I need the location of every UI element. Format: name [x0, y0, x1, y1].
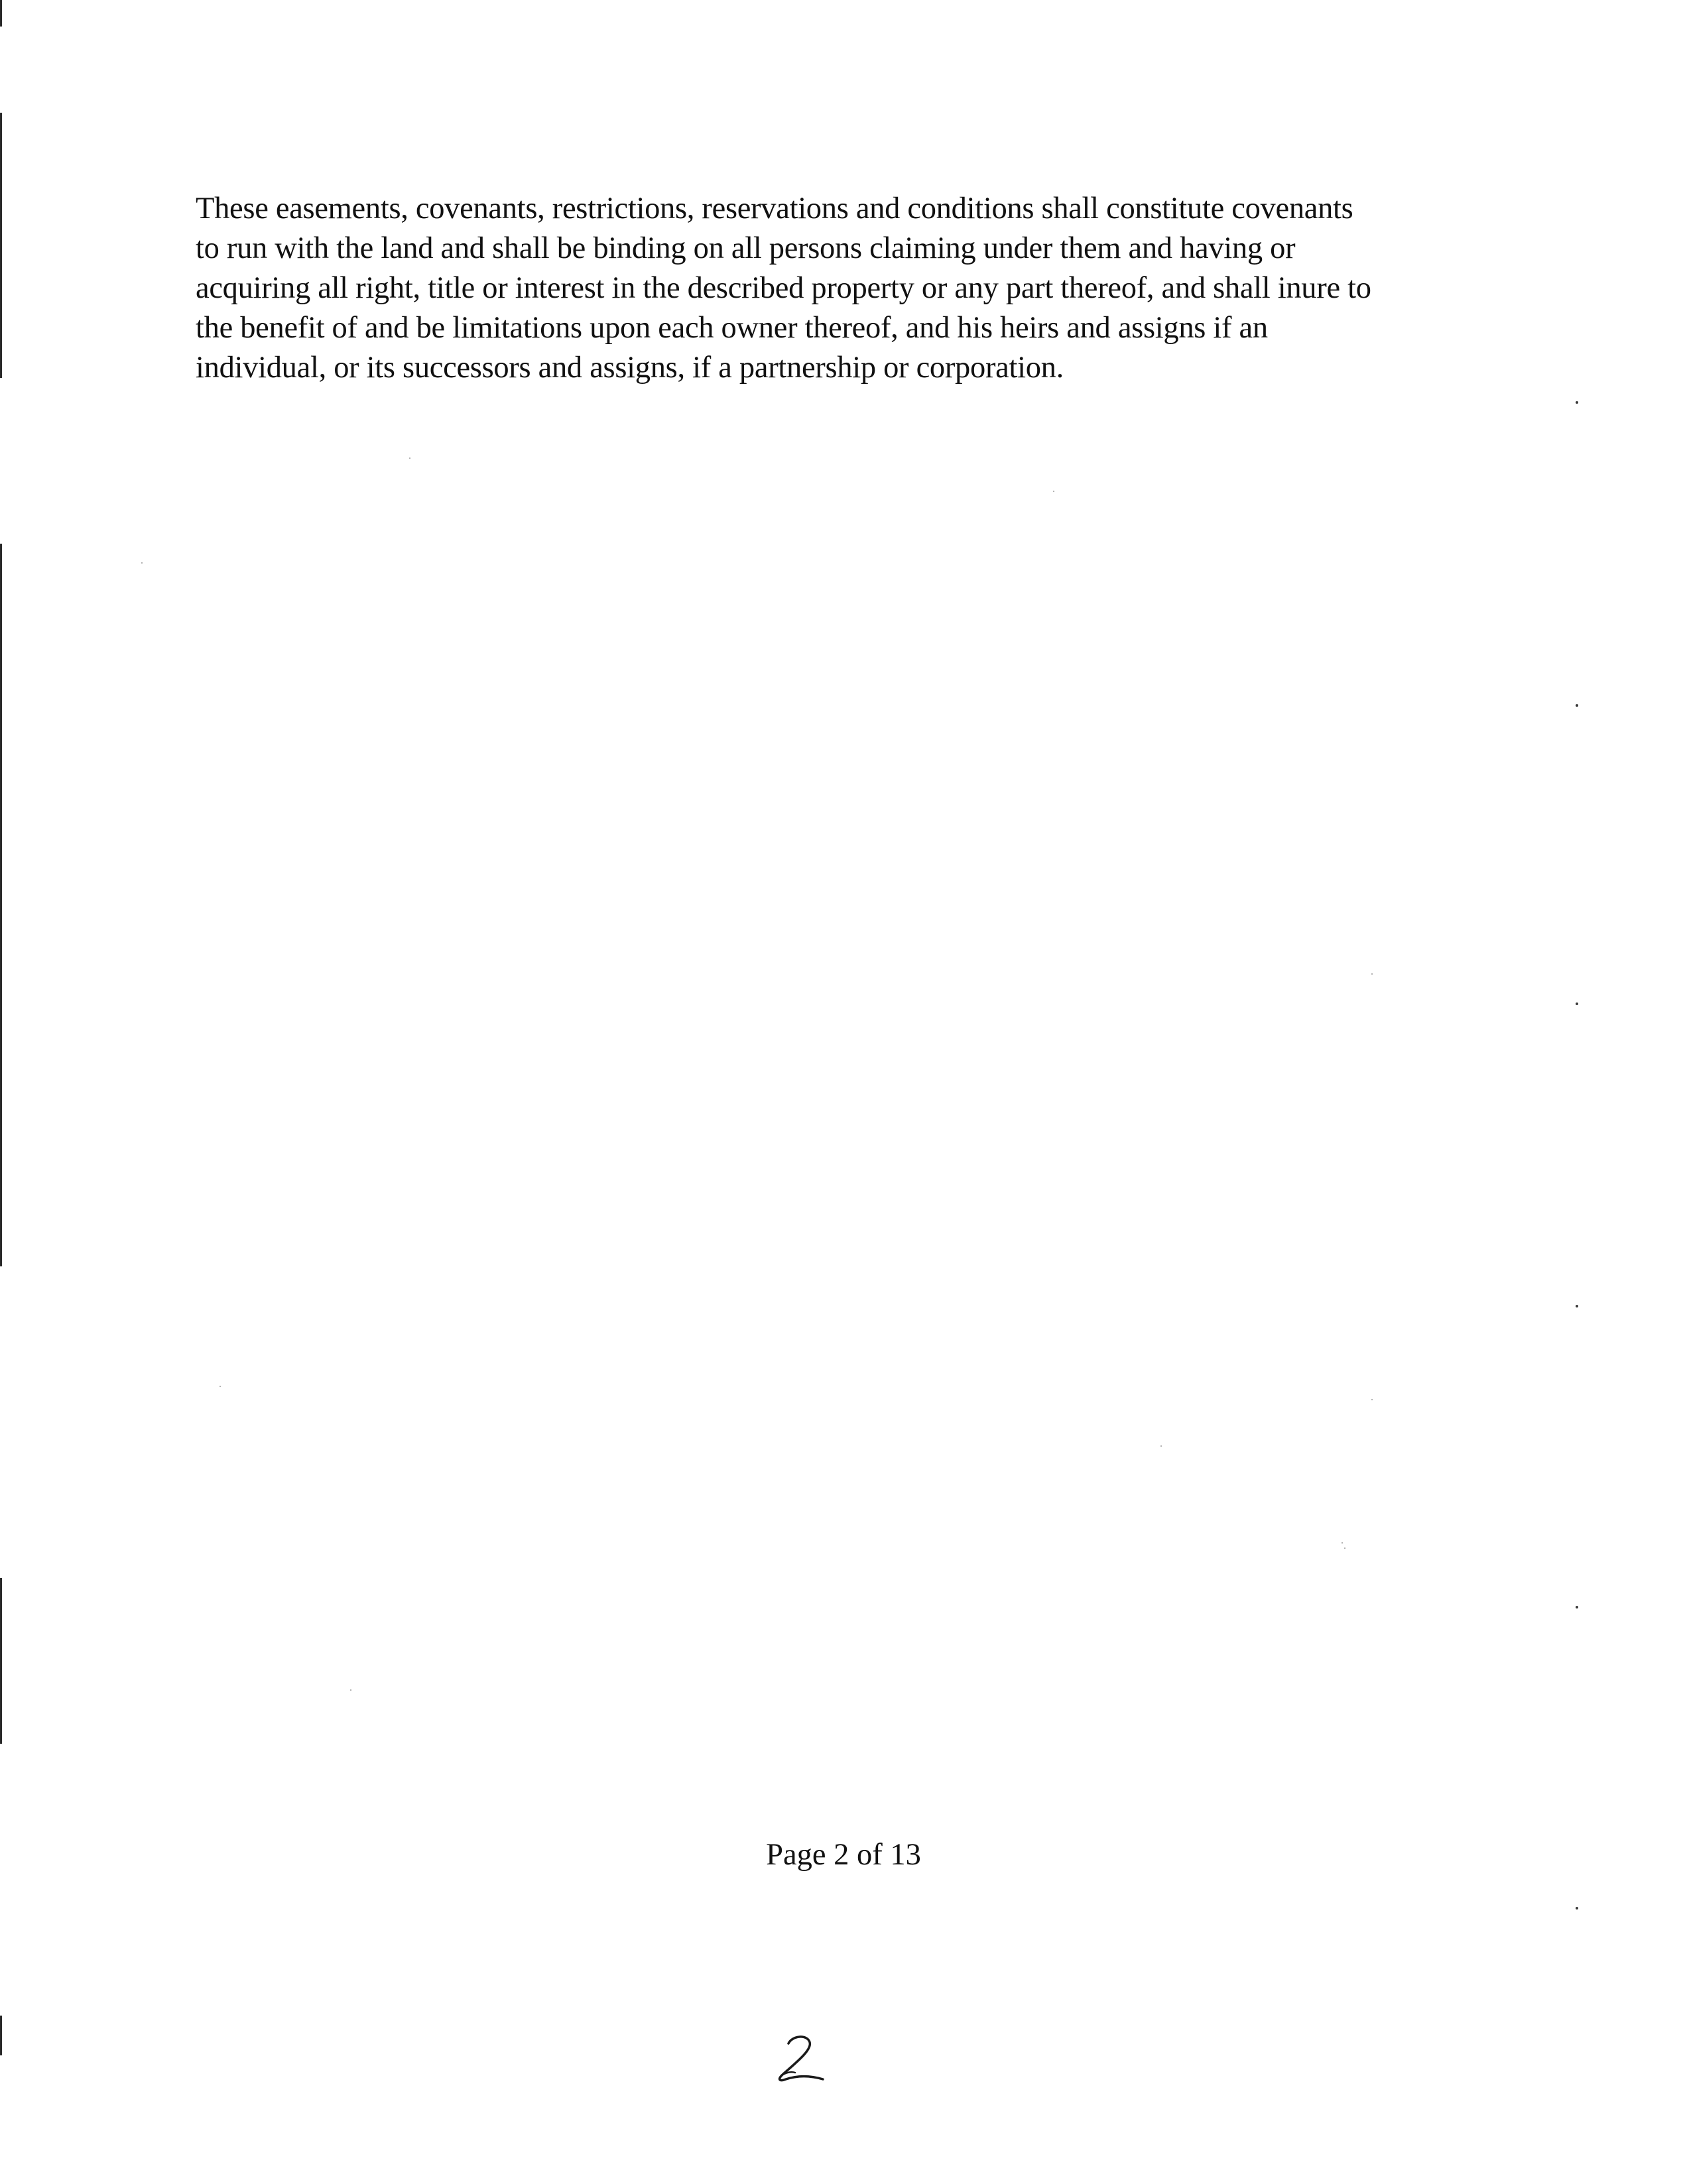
scan-speck — [1576, 704, 1578, 707]
paragraph-line: acquiring all right, title or interest in the described property or any part thereof, and shall inure to — [196, 271, 1371, 305]
scan-speck — [1576, 1002, 1578, 1005]
scan-speck — [141, 562, 143, 564]
scan-speck — [1371, 973, 1373, 975]
covenant-paragraph — [196, 189, 1495, 388]
scan-speck — [409, 457, 410, 459]
scan-edge-mark — [0, 2016, 2, 2055]
scan-speck — [1576, 401, 1578, 404]
paragraph-line: the benefit of and be limitations upon each owner thereof, and his heirs and assigns if an — [196, 311, 1268, 345]
scan-speck — [1160, 1445, 1162, 1447]
scan-speck — [350, 1689, 351, 1691]
scan-edge-mark — [0, 0, 2, 27]
paragraph-line: individual, or its successors and assigns, if a partnership or corporation. — [196, 351, 1064, 385]
scan-speck — [1053, 491, 1054, 492]
paragraph-line: to run with the land and shall be binding on all persons claiming under them and having or — [196, 231, 1296, 265]
scan-edge-mark — [0, 544, 2, 1266]
paragraph-line: These easements, covenants, restrictions, reservations and conditions shall constitute covenants — [196, 192, 1353, 225]
scan-speck — [1342, 1542, 1343, 1544]
scan-speck — [219, 1386, 221, 1387]
scan-speck — [1576, 1305, 1578, 1307]
scan-edge-mark — [0, 113, 2, 378]
page-number: Page 2 of 13 — [766, 1838, 921, 1872]
handwritten-page-mark — [773, 2029, 839, 2085]
scan-speck — [1371, 1399, 1373, 1400]
scan-speck — [1576, 1606, 1578, 1608]
scan-edge-mark — [0, 1578, 2, 1744]
scan-speck — [1344, 1547, 1345, 1549]
scan-speck — [1576, 1907, 1578, 1910]
